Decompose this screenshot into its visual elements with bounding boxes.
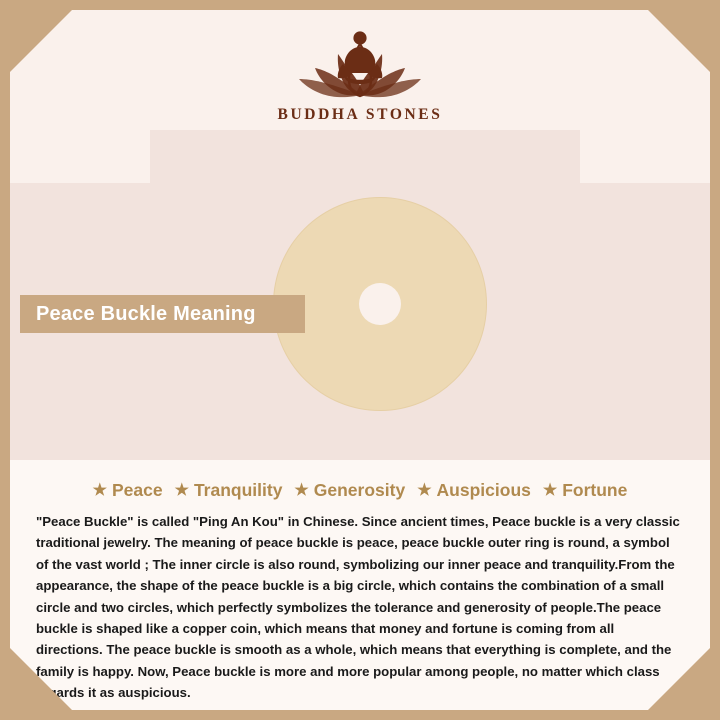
panel-notch-right bbox=[580, 130, 710, 183]
description-paragraph: "Peace Buckle" is called "Ping An Kou" in Chinese. Since ancient times, Peace buckle is a very classic traditional jewelry. The meaning of peace buckle is peace, peace buckle outer ring is round, a symbol of the vast world ; The inner circle is also round, symbolizing our inner peace and tranquility.From the appearance, the shape of the peace buckle is a big circle, which contains the combination of a small circle and two circles, which perfectly symbolizes the tolerance and generosity of people.The peace buckle is shaped like a copper coin, which means that money and fortune is coming from all directions. The peace buckle is smooth as a whole, which means that everything is complete, and the family is happy. Now, Peace buckle is more and more popular among people, no matter which class regards it as auspicious. bbox=[36, 514, 680, 700]
peace-buckle-hole bbox=[359, 283, 401, 325]
section-ribbon bbox=[20, 295, 305, 333]
corner-bevel-top-right bbox=[648, 10, 710, 72]
keyword-label: Fortune bbox=[562, 480, 628, 500]
lotus-meditation-icon bbox=[285, 24, 435, 102]
corner-bevel-bottom-right bbox=[648, 648, 710, 710]
keyword-list bbox=[10, 460, 710, 501]
star-icon: ★ bbox=[417, 481, 432, 499]
keyword-item bbox=[294, 480, 405, 501]
keyword-label: Auspicious bbox=[436, 480, 531, 500]
panel-notch-left bbox=[10, 130, 150, 183]
star-icon: ★ bbox=[92, 481, 107, 499]
keyword-item bbox=[93, 480, 163, 501]
poster-inner-frame bbox=[10, 10, 710, 710]
keyword-item bbox=[417, 480, 531, 501]
keyword-label: Peace bbox=[111, 480, 163, 500]
star-icon: ★ bbox=[542, 481, 558, 499]
corner-bevel-bottom-left bbox=[10, 648, 72, 710]
star-icon: ★ bbox=[174, 481, 189, 499]
star-icon: ★ bbox=[294, 481, 309, 499]
keyword-label: Generosity bbox=[313, 480, 406, 500]
keyword-item bbox=[175, 480, 283, 501]
corner-bevel-top-left bbox=[10, 10, 72, 72]
keyword-label: Tranquility bbox=[193, 480, 283, 500]
brand-name: BUDDHA STONES bbox=[277, 106, 443, 123]
peace-buckle-disc-icon bbox=[274, 198, 486, 410]
section-ribbon-label: Peace Buckle Meaning bbox=[36, 302, 256, 325]
brand-block bbox=[10, 24, 710, 124]
description-panel bbox=[10, 460, 710, 710]
keyword-item bbox=[543, 480, 627, 501]
